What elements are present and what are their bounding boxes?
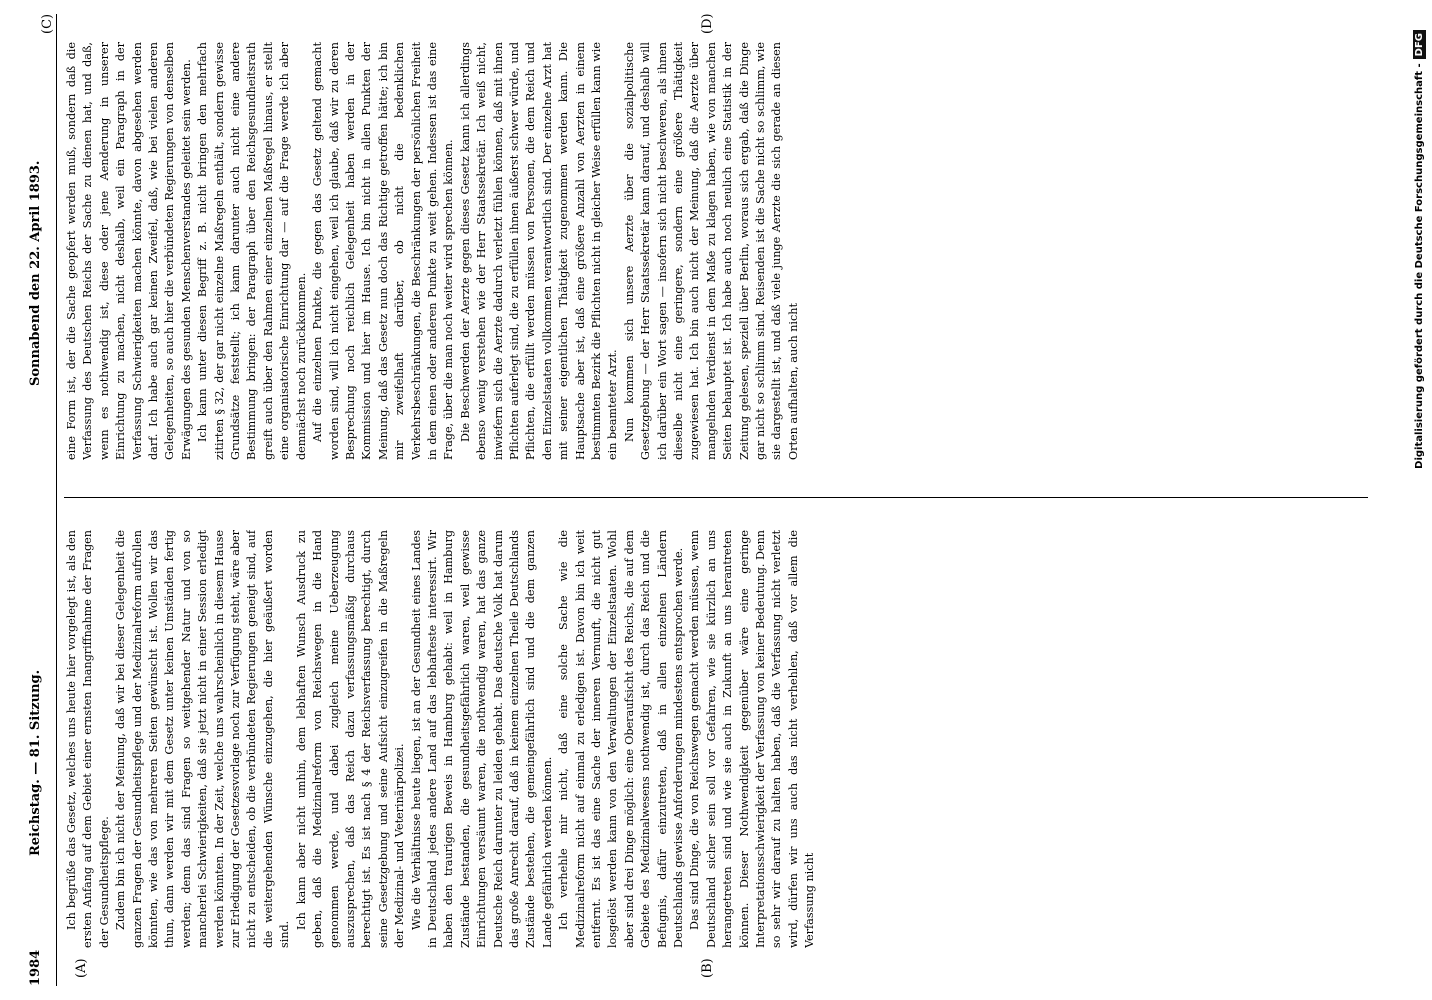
left-running-title: Reichstag. — 81. Sitzung. <box>28 669 43 856</box>
paragraph: eine Form ist, der die Sache geopfert werden muß, sondern daß die Verfassung des Deutschen Reichs der Sache zu dienen hat, und daß, wenn es nothwendig ist, diese oder jene Aenderung in unserer Einrichtung zu machen, nicht deshalb, weil ein Paragraph in der Verfassung Schwierigkeiten machen könnte, davon abgesehen werden darf. Ich habe auch gar keinen Zweifel, daß, wie bei vielen anderen Gelegenheiten, so auch hier die verbündeten Regierungen von denselben Erwägungen des gesunden Menschenverstandes geleitet sein werden. <box>65 42 193 460</box>
paragraph: Das sind Dinge, die von Reichswegen gemacht werden müssen, wenn Deutschland sicher sein soll vor Gefahren, wie sie kürzlich an uns herangetreten sind und wie sie auch in Zukunft an uns herantreten können. Dieser Nothwendigkeit gegenüber wäre eine geringe Interpretationsschwierigkeit der Verfassung von keiner Bedeutung. Denn so sehr wir darauf zu halten haben, daß die Verfassung nicht verletzt wird, dürfen wir uns auch das nicht verhehlen, daß vor allem die Verfassung nicht <box>688 530 817 948</box>
paragraph: Auf die einzelnen Punkte, die gegen das Gesetz geltend gemacht worden sind, will ich nicht eingehen, weil ich glaube, daß wir zu deren Besprechung noch reichlich Gelegenheit haben werden in der Kommission und hier im Hause. Ich bin nicht in allen Punkten der Meinung, daß das Gesetz nun doch das Richtige getroffen hätte; ich bin mir zweifelhaft darüber, ob nicht die bedenklichen Verkehrsbeschränkungen, die Beschränkungen der persönlichen Freiheit in dem einen oder anderen Punkte zu weit gehen. Indessen ist das eine Frage, über die man noch weiter wird sprechen können. <box>311 42 456 460</box>
header-rule <box>56 14 57 986</box>
digitization-note: Digitalisierung gefördert durch die Deutsche Forschungsgemeinschaft - <box>1414 63 1425 469</box>
paragraph: Ich kann unter diesen Begriff z. B. nicht bringen den mehrfach zitirten § 32, der gar nicht einzelne Maßregeln enthält, sondern gewisse Grundsätze feststellt; ich kann darunter auch nicht eine andere Bestimmung bringen: der Paragraph über den Reichsgesundheitsrath greift auch über den Rahmen einer einzelnen Maßregel hinaus, er stellt eine organisatorische Einrichtung dar — auf die Frage werde ich aber demnächst noch zurückkommen. <box>196 42 308 460</box>
paragraph: Ich begrüße das Gesetz, welches uns heute hier vorgelegt ist, als den ersten Anfang auf dem Gebiet einer ernsten Inangriffnahme der Fragen der Gesundheitspflege. <box>65 530 111 948</box>
paragraph: Ich verhehle mir nicht, daß eine solche Sache wie die Medizinalreform nicht auf einmal zu erledigen ist. Davon bin ich weit entfernt. Es ist das eine Sache der inneren Vernunft, die nicht gut losgelöst werden kann von den Verwaltungen der Einzelstaaten. Wohl aber sind drei Dinge möglich: eine Oberaufsicht des Reichs, die auf dem Gebiete des Medizinalwesens nothwendig ist, durch das Reich und die Befugnis, dafür einzutreten, daß in allen einzelnen Ländern Deutschlands gewisse Anforderungen mindestens entsprochen werde. <box>557 530 686 948</box>
dfg-logo: DFG <box>1413 30 1426 59</box>
right-running-title: Sonnabend den 22. April 1893. <box>28 160 43 386</box>
paragraph: Zudem bin ich nicht der Meinung, daß wir bei dieser Gelegenheit die ganzen Fragen der Gesundheitspflege und der Medizinalreform aufrollen könnten, wie das von mehreren Seiten gewünscht ist. Wollen wir das thun, dann werden wir mit dem Gesetz unter keinen Umständen fertig werden; denn das sind Fragen so weitgehender Natur und von so mancherlei Schwierigkeiten, daß sie jetzt nicht in einer Session erledigt werden könnten. In der Zeit, welche uns wahrscheinlich in diesem Hause zur Erledigung der Gesetzesvorlage noch zur Verfügung steht, wäre aber nicht zu entscheiden, ob die verbündeten Regierungen geneigt sind, auf die weitergehenden Wünsche einzugehen, die hier geäußert worden sind. <box>114 530 292 948</box>
column-divider <box>64 497 1368 498</box>
paragraph: Die Beschwerden der Aerzte gegen dieses Gesetz kann ich allerdings ebenso wenig verstehen wie der Herr Staatssekretär. Ich weiß nicht, inwiefern sich die Aerzte dadurch verletzt fühlen können, daß mit ihnen Pflichten auferlegt sind, die zu erfüllen ihnen äußerst schwer würde, und Pflichten, die erfüllt werden müssen von Personen, die dem Reich und den Einzelstaaten vollkommen verantwortlich sind. Der einzelne Arzt hat mit seiner eigentlichen Thätigkeit zugenommen werden kann. Die Hauptsache aber ist, daß eine größere Anzahl von Aerzten in einem bestimmten Bezirk die Pflichten nicht in gleicher Weise erfüllen kann wie ein beamteter Arzt. <box>458 42 620 460</box>
margin-marker-b: (B) <box>700 958 715 978</box>
paragraph: Wie die Verhältnisse heute liegen, ist an der Gesundheit eines Landes in Deutschland jedes andere Land auf das lebhafteste interessirt. Wir haben den traurigen Beweis in Hamburg gehabt: weil in Hamburg Zustände bestanden, die gesundheitsgefährlich waren, weil gewisse Einrichtungen versäumt waren, die nothwendig waren, hat das ganze Deutsche Reich darunter zu leiden gehabt. Das deutsche Volk hat darum das große Anrecht darauf, daß in keinem einzelnen Theile Deutschlands Zustände bestehen, die gemeingefährlich sind und die dem ganzen Lande gefährlich werden können. <box>409 530 554 948</box>
margin-marker-d: (D) <box>700 13 715 34</box>
digitization-footer <box>1413 30 1426 469</box>
right-text-column <box>64 42 1374 460</box>
page-number: 1984 <box>28 949 43 986</box>
paragraph: Ich kann aber nicht umhin, dem lebhaften Wunsch Ausdruck zu geben, daß die Medizinalreform von Reichswegen in die Hand genommen werde, und dabei zugleich meine Ueberzeugung auszusprechen, daß das Reich dazu verfassungsmäßig durchaus berechtigt ist. Es ist nach § 4 der Reichsverfassung berechtigt, durch seine Gesetzgebung und seine Aufsicht einzugreifen in die Maßregeln der Medizinal- und Veterinärpolizei. <box>294 530 407 948</box>
left-text-column <box>64 530 1374 948</box>
margin-marker-c: (C) <box>40 13 55 34</box>
running-header <box>28 14 52 986</box>
margin-marker-a: (A) <box>74 958 89 978</box>
paragraph: Nun kommen sich unsere Aerzte über die sozialpolitische Gesetzgebung — der Herr Staatssekretär kann darauf, und deshalb will ich darüber ein Wort sagen — insofern sich nicht beschweren, als ihnen dieselbe nicht eine geringere, sondern eine größere Thätigkeit zugewiesen hat. Ich bin auch nicht der Meinung, daß die Aerzte über mangelnden Verdienst in dem Maße zu klagen haben, wie von manchen Seiten behauptet ist. Ich habe auch noch neulich eine Statistik in der Zeitung gelesen, speziell über Berlin, woraus sich ergab, daß die Dinge gar nicht so schlimm sind. Reisenden ist die Sache nicht so schlimm, wie sie dargestellt ist, und daß viele junge Aerzte die sich gerade an diesen Orten aufhalten, auch nicht <box>622 42 800 460</box>
